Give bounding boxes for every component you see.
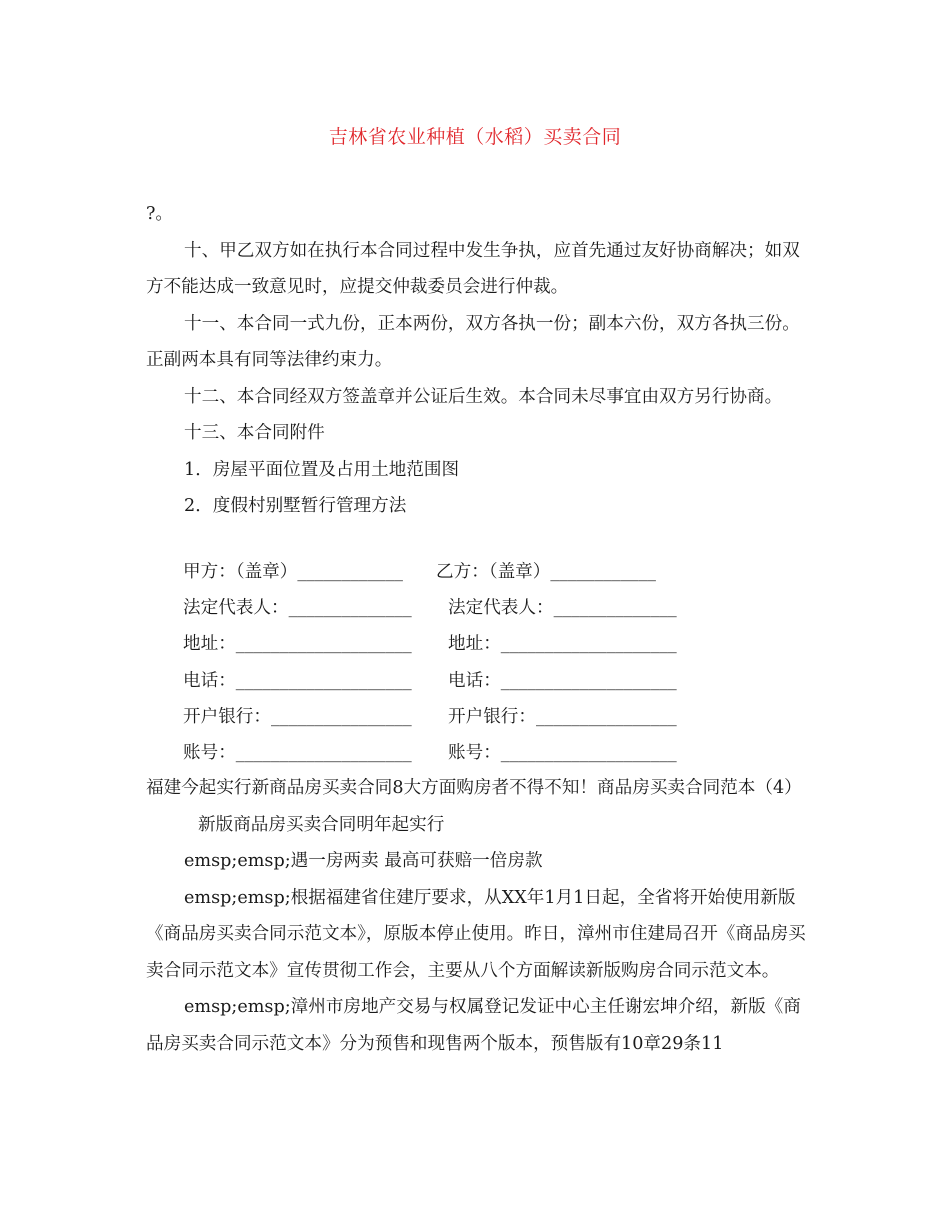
party-a-representative: 法定代表人：______________ [183, 598, 412, 618]
party-a-seal: 甲方：（盖章）____________ [183, 562, 403, 582]
clause-12: 十二、本合同经双方签盖章并公证后生效。本合同未尽事宜由双方另行协商。 [184, 386, 783, 407]
paragraph-fragment: ?。 [146, 204, 174, 224]
party-b-phone: 电话：____________________ [448, 671, 677, 691]
clause-11: 十一、本合同一式九份，正本两份，双方各执一份；副本六份，双方各执三份。正副两本具有同等法律约束力。 [146, 313, 800, 370]
party-a-address: 地址：____________________ [183, 634, 412, 654]
article-paragraph: emsp;emsp;根据福建省住建厅要求，从XX年1月1日起，全省将开始使用新版《商品房买卖合同示范文本》，原版本停止使用。昨日，漳州市住建局召开《商品房买卖合同示范文本》宣传贯彻工作会，主要从八个方面解读新版购房合同示范文本。 [146, 887, 806, 981]
attachment-2: 2．度假村别墅暂行管理方法 [184, 496, 407, 516]
attachment-1: 1．房屋平面位置及占用土地范围图 [184, 459, 460, 480]
article-section [146, 770, 806, 1062]
party-b-account: 账号：____________________ [448, 743, 677, 763]
party-b-seal: 乙方：（盖章）____________ [436, 562, 656, 582]
contract-body [146, 196, 806, 525]
party-a-bank: 开户银行：________________ [183, 707, 412, 727]
party-a-account: 账号：____________________ [183, 743, 412, 763]
party-b-bank: 开户银行：________________ [448, 707, 677, 727]
clause-13: 十三、本合同附件 [184, 423, 325, 443]
article-heading-sub: 新版商品房买卖合同明年起实行 [198, 814, 445, 835]
document-title: 吉林省农业种植（水稻）买卖合同 [328, 126, 622, 148]
article-heading-main: 福建今起实行新商品房买卖合同8大方面购房者不得不知！商品房买卖合同范本（4） [146, 778, 802, 798]
party-b-address: 地址：____________________ [448, 634, 677, 654]
party-a-phone: 电话：____________________ [183, 671, 412, 691]
party-b-representative: 法定代表人：______________ [448, 598, 677, 618]
article-paragraph: emsp;emsp;漳州市房地产交易与权属登记发证中心主任谢宏坤介绍，新版《商品房买卖合同示范文本》分为预售和现售两个版本，预售版有10章29条11 [146, 997, 801, 1054]
article-paragraph: emsp;emsp;遇一房两卖 最高可获赔一倍房款 [184, 851, 543, 871]
clause-10: 十、甲乙双方如在执行本合同过程中发生争执，应首先通过友好协商解决；如双方不能达成一致意见时，应提交仲裁委员会进行仲裁。 [146, 240, 800, 297]
article-heading [146, 770, 806, 843]
